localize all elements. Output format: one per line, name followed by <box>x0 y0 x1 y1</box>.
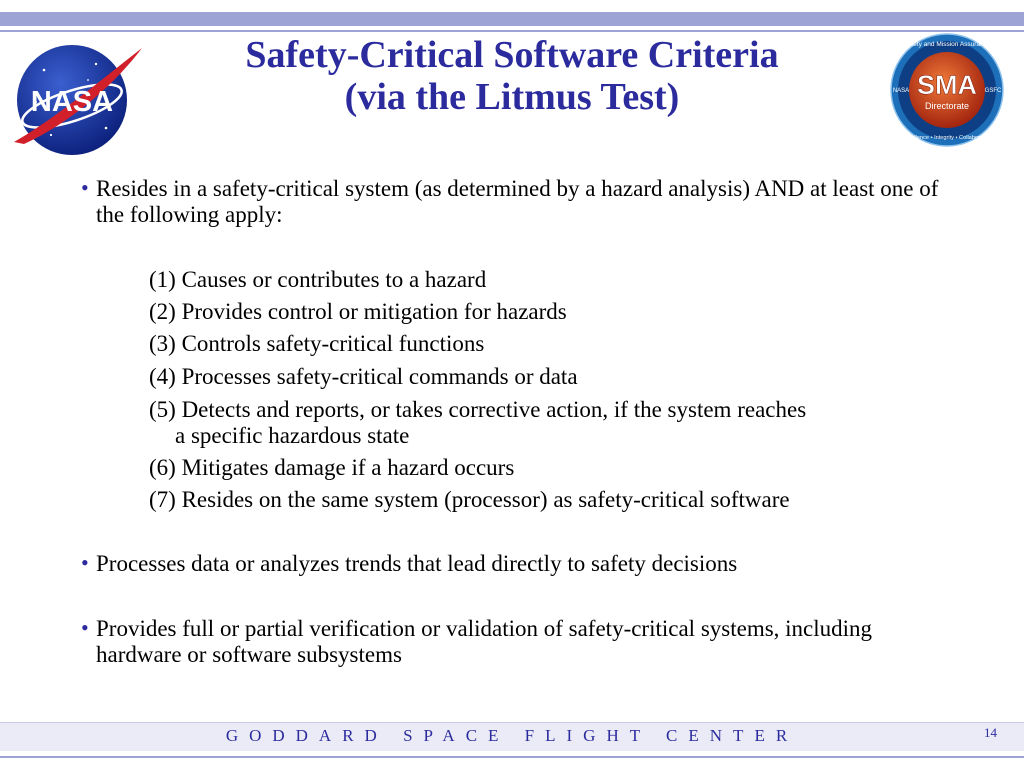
slide-title-line-1: Safety-Critical Software Criteria <box>245 34 779 76</box>
criteria-item <box>149 455 514 481</box>
criteria-item <box>149 364 578 390</box>
footer-divider <box>0 756 1024 758</box>
criteria-text: (1) Causes or contributes to a hazard <box>149 267 487 292</box>
bullet-dot: • <box>81 175 89 200</box>
criteria-item <box>149 397 806 449</box>
criteria-text: (7) Resides on the same system (processor) as safety-critical software <box>149 487 790 512</box>
criteria-text: (6) Mitigates damage if a hazard occurs <box>149 455 515 480</box>
sma-logo-text: SMA <box>917 70 977 100</box>
bullet-dot: • <box>81 550 89 575</box>
criteria-text-continued: a specific hazardous state <box>175 423 410 448</box>
criteria-item <box>149 331 484 357</box>
bullet-item <box>81 551 971 577</box>
bullet-text: Processes data or analyzes trends that lead directly to safety decisions <box>96 551 738 576</box>
criteria-text: (5) Detects and reports, or takes corrective action, if the system reaches <box>149 397 807 422</box>
sma-ring-left-text: NASA <box>892 88 910 94</box>
bullet-dot: • <box>81 615 89 640</box>
page-number: 14 <box>984 725 997 740</box>
slide-title-line-2: (via the Litmus Test) <box>344 76 680 118</box>
sma-ring-bottom-text: Excellence • Integrity • Collaboration <box>901 135 993 141</box>
nasa-logo-text: NASA <box>30 86 114 118</box>
criteria-text: (2) Provides control or mitigation for hazards <box>149 299 567 324</box>
bullet-item <box>81 176 971 228</box>
criteria-item <box>149 487 790 513</box>
sma-ring-right-text: GSFC <box>984 88 1002 94</box>
sma-logo-subtext: Directorate <box>924 101 970 111</box>
sma-ring-top-text: Safety and Mission Assurance <box>903 41 991 48</box>
criteria-text: (3) Controls safety-critical functions <box>149 331 485 356</box>
bullet-text: Resides in a safety-critical system (as determined by a hazard analysis) AND at least one of the following apply: <box>96 176 939 227</box>
criteria-item <box>149 299 567 325</box>
criteria-text: (4) Processes safety-critical commands or data <box>149 364 578 389</box>
footer-text: GODDARD SPACE FLIGHT CENTER <box>225 726 799 745</box>
bullet-text: Provides full or partial verification or validation of safety-critical systems, including hardware or software subsystems <box>96 616 873 667</box>
criteria-item <box>149 267 486 293</box>
bullet-item <box>81 616 951 668</box>
